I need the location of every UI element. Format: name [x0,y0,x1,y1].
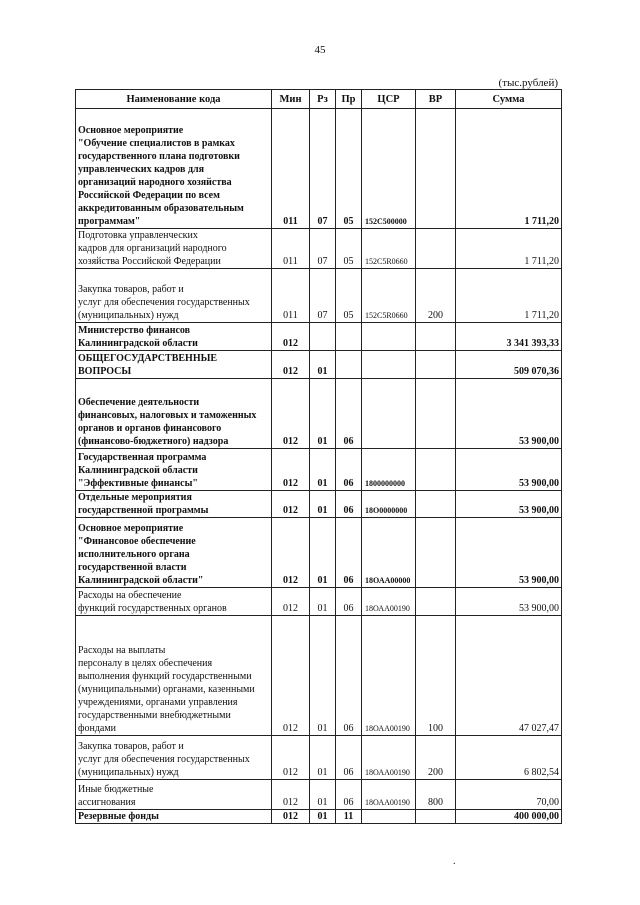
cell-rz: 01 [310,518,336,588]
cell-min: 012 [272,736,310,780]
cell-rz: 01 [310,449,336,491]
cell-name: Основное мероприятие "Финансовое обеспечение исполнительного органа государственной власти Калининградской области" [76,518,272,588]
cell-csr: 18О0000000 [362,491,416,518]
cell-rz: 07 [310,229,336,269]
table-row [76,269,562,323]
cell-name: Резервные фонды [76,810,272,824]
table-row [76,810,562,824]
header-name: Наименование кода [76,90,272,109]
table-row [76,109,562,229]
cell-vr: 100 [416,616,456,736]
cell-csr: 152C5R0660 [362,229,416,269]
table-row [76,379,562,449]
cell-name: Министерство финансов Калининградской области [76,323,272,351]
cell-min: 011 [272,109,310,229]
cell-sum: 1 711,20 [456,229,562,269]
cell-name: ОБЩЕГОСУДАРСТВЕННЫЕ ВОПРОСЫ [76,351,272,379]
cell-pr: 11 [336,810,362,824]
cell-pr: 06 [336,780,362,810]
table-row [76,229,562,269]
cell-min: 011 [272,229,310,269]
cell-min: 012 [272,780,310,810]
cell-vr [416,323,456,351]
cell-name: Иные бюджетные ассигнования [76,780,272,810]
cell-sum: 3 341 393,33 [456,323,562,351]
cell-csr [362,323,416,351]
cell-name: Расходы на выплаты персоналу в целях обеспечения выполнения функций государственными (муниципальными) органами, казенными учреждениями, органами управления государственными внебюджетными фондами [76,616,272,736]
cell-sum: 53 900,00 [456,518,562,588]
cell-csr [362,379,416,449]
cell-name: Расходы на обеспечение функций государственных органов [76,588,272,616]
cell-sum: 53 900,00 [456,491,562,518]
cell-csr: 18ОАА00190 [362,736,416,780]
cell-pr: 06 [336,449,362,491]
header-csr: ЦСР [362,90,416,109]
header-min: Мин [272,90,310,109]
cell-min: 012 [272,379,310,449]
cell-vr [416,109,456,229]
table-row [76,491,562,518]
cell-vr: 800 [416,780,456,810]
cell-rz: 01 [310,351,336,379]
cell-sum: 400 000,00 [456,810,562,824]
cell-pr: 06 [336,518,362,588]
header-vr: ВР [416,90,456,109]
cell-min: 012 [272,810,310,824]
table-row [76,780,562,810]
table-row [76,616,562,736]
cell-name: Закупка товаров, работ и услуг для обеспечения государственных (муниципальных) нужд [76,269,272,323]
cell-min: 012 [272,518,310,588]
header-pr: Пр [336,90,362,109]
table-row [76,518,562,588]
cell-vr [416,810,456,824]
cell-pr: 05 [336,269,362,323]
cell-rz: 01 [310,379,336,449]
cell-pr [336,351,362,379]
cell-sum: 70,00 [456,780,562,810]
cell-sum: 53 900,00 [456,588,562,616]
cell-pr: 05 [336,229,362,269]
cell-csr: 18ОАА00190 [362,616,416,736]
cell-rz: 07 [310,269,336,323]
cell-vr [416,491,456,518]
page-number: 45 [314,44,326,56]
cell-vr [416,588,456,616]
cell-csr: 18ОАА00190 [362,780,416,810]
table-row [76,449,562,491]
header-rz: Рз [310,90,336,109]
cell-csr: 18ОАА00000 [362,518,416,588]
cell-vr [416,351,456,379]
cell-sum: 53 900,00 [456,449,562,491]
cell-vr [416,518,456,588]
cell-name: Государственная программа Калининградской области "Эффективные финансы" [76,449,272,491]
cell-rz: 01 [310,780,336,810]
table-row [76,736,562,780]
cell-min: 012 [272,588,310,616]
cell-vr [416,379,456,449]
cell-sum: 1 711,20 [456,109,562,229]
page-mark: . [453,856,456,867]
units-label: (тыс.рублей) [498,77,558,89]
cell-pr: 06 [336,379,362,449]
cell-name: Основное мероприятие "Обучение специалистов в рамках государственного плана подготовки управленческих кадров для организаций народного хозяйства Российской Федерации по всем аккредитованным образовательным программам" [76,109,272,229]
table-row [76,588,562,616]
cell-sum: 509 070,36 [456,351,562,379]
table-row [76,351,562,379]
budget-table [75,89,562,824]
cell-pr: 06 [336,491,362,518]
cell-sum: 47 027,47 [456,616,562,736]
cell-pr: 06 [336,616,362,736]
cell-pr [336,323,362,351]
cell-pr: 06 [336,736,362,780]
cell-rz [310,323,336,351]
cell-csr: 152С500000 [362,109,416,229]
cell-rz: 01 [310,491,336,518]
cell-rz: 01 [310,736,336,780]
cell-name: Закупка товаров, работ и услуг для обеспечения государственных (муниципальных) нужд [76,736,272,780]
cell-name: Обеспечение деятельности финансовых, налоговых и таможенных органов и органов финансового (финансово-бюджетного) надзора [76,379,272,449]
cell-vr: 200 [416,269,456,323]
header-sum: Сумма [456,90,562,109]
cell-min: 012 [272,491,310,518]
cell-vr [416,229,456,269]
cell-pr: 06 [336,588,362,616]
cell-sum: 6 802,54 [456,736,562,780]
cell-rz: 01 [310,616,336,736]
cell-csr: 18ОАА00190 [362,588,416,616]
cell-vr: 200 [416,736,456,780]
cell-min: 012 [272,351,310,379]
cell-pr: 05 [336,109,362,229]
cell-csr [362,810,416,824]
cell-csr: 152C5R0660 [362,269,416,323]
cell-rz: 01 [310,588,336,616]
cell-min: 011 [272,269,310,323]
cell-csr: 1800000000 [362,449,416,491]
cell-vr [416,449,456,491]
cell-rz: 07 [310,109,336,229]
table-header-row [76,90,562,109]
cell-min: 012 [272,323,310,351]
cell-rz: 01 [310,810,336,824]
cell-name: Отдельные мероприятия государственной программы [76,491,272,518]
cell-name: Подготовка управленческих кадров для организаций народного хозяйства Российской Федерации [76,229,272,269]
table-row [76,323,562,351]
cell-sum: 53 900,00 [456,379,562,449]
cell-csr [362,351,416,379]
cell-min: 012 [272,449,310,491]
cell-sum: 1 711,20 [456,269,562,323]
cell-min: 012 [272,616,310,736]
